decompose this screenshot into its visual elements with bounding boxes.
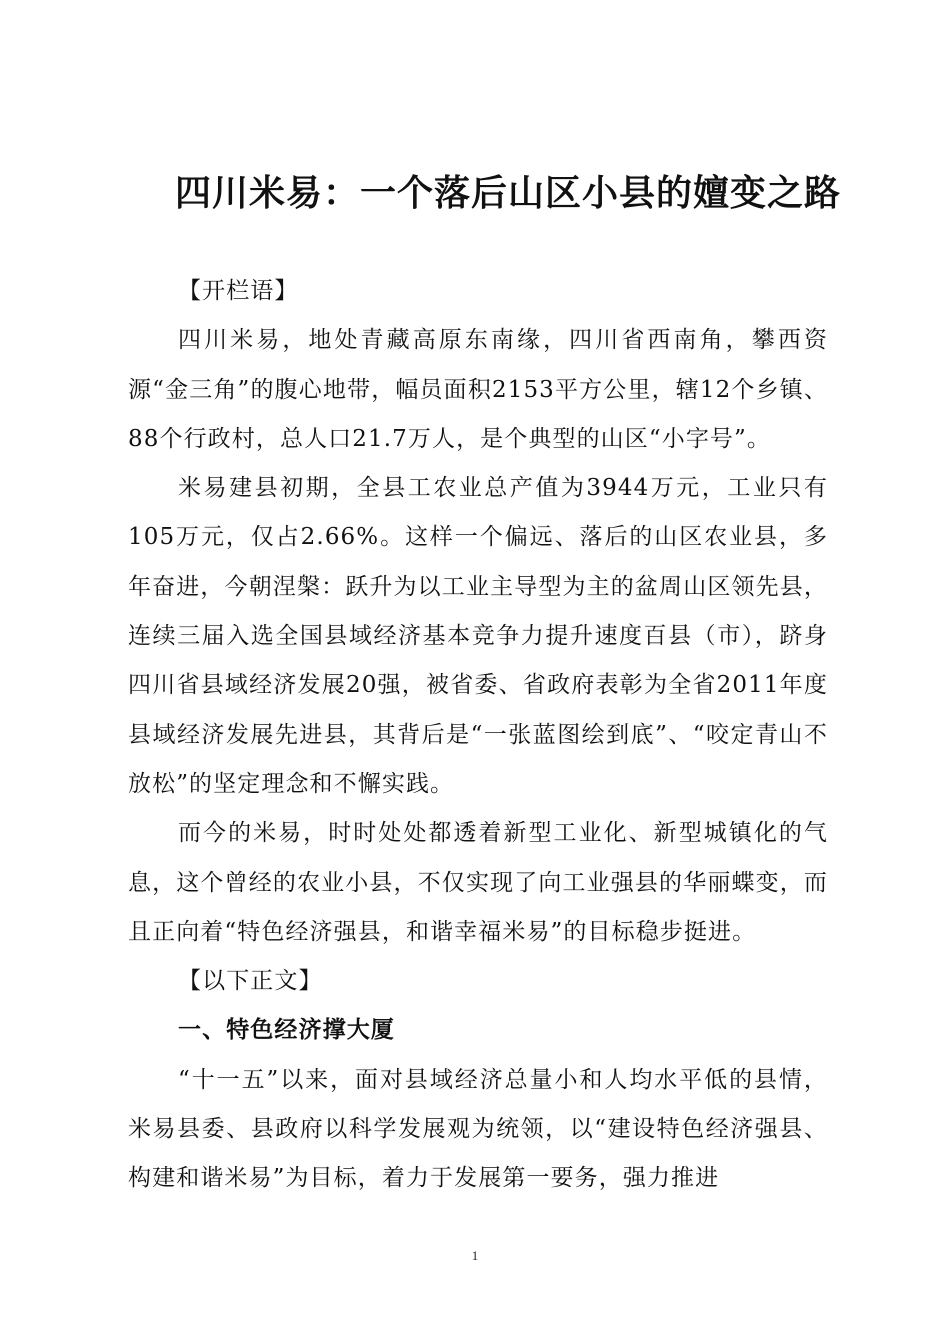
body-label: 【以下正文】	[178, 968, 323, 995]
intro-label: 【开栏语】	[178, 278, 299, 304]
intro-paragraph-1: 四川米易，地处青藏高原东南缘，四川省西南角，攀西资源“金三角”的腹心地带，幅员面积2153平方公里，辖12个乡镇、88个行政村，总人口21.7万人，是个典型的山区“小字号”。	[128, 327, 828, 452]
section-heading: 一、特色经济撑大厦	[178, 1017, 395, 1044]
page-number: 1	[471, 1248, 479, 1263]
document-title: 四川米易：一个落后山区小县的嬗变之路	[174, 172, 841, 214]
document-body	[128, 267, 828, 1204]
intro-paragraph-2: 米易建县初期，全县工农业总产值为3944万元，工业只有105万元，仅占2.66%。这样一个偏远、落后的山区农业县，多年奋进，今朝涅槃：跃升为以工业主导型为主的盆周山区领先县，连续三届入选全国县域经济基本竞争力提升速度百县（市），跻身四川省县域经济发展20强，被省委、省政府表彰为全省2011年度县域经济发展先进县，其背后是“一张蓝图绘到底”、“咬定青山不放松”的坚定理念和不懈实践。	[128, 475, 828, 797]
intro-paragraph-3: 而今的米易，时时处处都透着新型工业化、新型城镇化的气息，这个曾经的农业小县，不仅实现了向工业强县的华丽蝶变，而且正向着“特色经济强县，和谐幸福米易”的目标稳步挺进。	[128, 820, 828, 945]
section-paragraph: “十一五”以来，面对县域经济总量小和人均水平低的县情，米易县委、县政府以科学发展观为统领，以“建设特色经济强县、构建和谐米易”为目标，着力于发展第一要务，强力推进	[128, 1066, 828, 1192]
